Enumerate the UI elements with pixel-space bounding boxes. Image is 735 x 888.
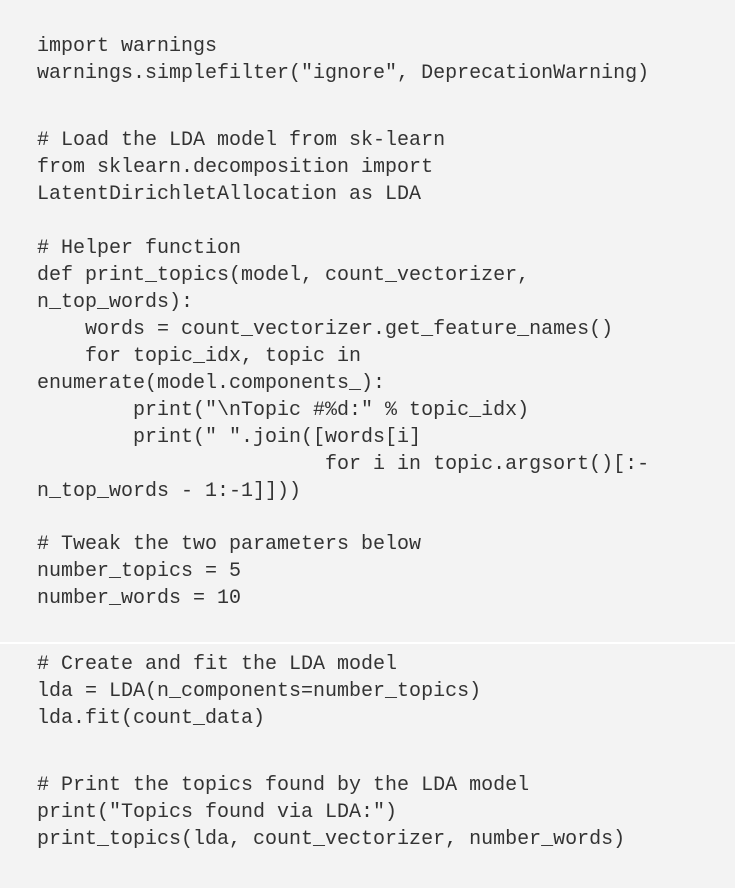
code-line: n_top_words - 1:-1]])) xyxy=(37,480,302,503)
code-line: print(" ".join([words[i] xyxy=(37,426,422,449)
code-line: # Load the LDA model from sk-learn xyxy=(37,129,446,152)
code-line: number_words = 10 xyxy=(37,587,242,610)
code-block-2 xyxy=(0,644,735,888)
code-line: import warnings xyxy=(37,35,218,58)
code-line: words = count_vectorizer.get_feature_names() xyxy=(37,318,614,341)
code-line: print("Topics found via LDA:") xyxy=(37,801,398,824)
code-line: # Helper function xyxy=(37,237,242,260)
code-line: enumerate(model.components_): xyxy=(37,372,386,395)
code-line: warnings.simplefilter("ignore", DeprecationWarning) xyxy=(37,62,650,85)
code-line: from sklearn.decomposition import xyxy=(37,156,434,179)
code-group-print-topics xyxy=(37,772,625,853)
code-group-helper-function xyxy=(37,235,649,505)
code-line: number_topics = 5 xyxy=(37,560,242,583)
code-line: # Print the topics found by the LDA model xyxy=(37,774,530,797)
code-group-imports xyxy=(37,33,649,87)
code-line: # Create and fit the LDA model xyxy=(37,653,398,676)
code-group-parameters xyxy=(37,531,421,612)
code-line: # Tweak the two parameters below xyxy=(37,533,422,556)
code-line: lda = LDA(n_components=number_topics) xyxy=(37,680,482,703)
code-line: for topic_idx, topic in xyxy=(37,345,362,368)
code-line: for i in topic.argsort()[:- xyxy=(37,453,650,476)
code-group-fit-lda xyxy=(37,651,481,732)
code-line: def print_topics(model, count_vectorizer, xyxy=(37,264,530,287)
code-line: lda.fit(count_data) xyxy=(37,707,266,730)
code-line: LatentDirichletAllocation as LDA xyxy=(37,183,422,206)
code-line: print("\nTopic #%d:" % topic_idx) xyxy=(37,399,530,422)
code-line: print_topics(lda, count_vectorizer, number_words) xyxy=(37,828,626,851)
code-line: n_top_words): xyxy=(37,291,194,314)
code-group-load-lda xyxy=(37,127,445,208)
